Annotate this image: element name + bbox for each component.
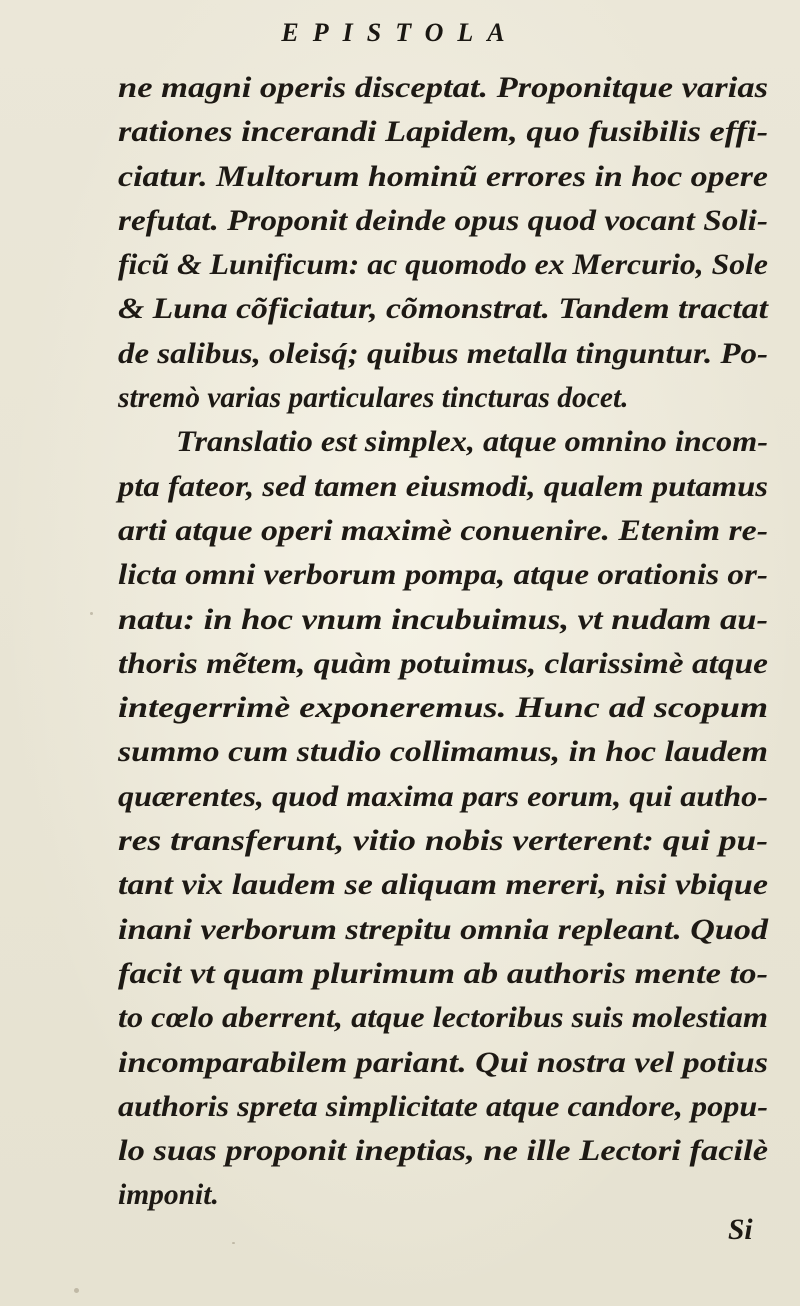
text-line: inani verborum strepitu omnia repleant. Quod bbox=[118, 913, 768, 946]
text-line: tant vix laudem se aliquam mereri, nisi vbique bbox=[118, 869, 768, 902]
text-line: rationes incerandi Lapidem, quo fusibilis effi- bbox=[118, 116, 769, 149]
text-line: licta omni verborum pompa, atque orationis or- bbox=[118, 559, 768, 592]
text-line: ciatur. Multorum hominũ errores in hoc opere bbox=[118, 160, 769, 193]
running-head: EPISTOLA bbox=[281, 18, 519, 47]
text-line: integerrimè exponeremus. Hunc ad scopum bbox=[118, 692, 769, 725]
text-line: summo cum studio collimamus, in hoc laudem bbox=[118, 736, 768, 769]
text-line: facit vt quam plurimum ab authoris mente to- bbox=[118, 957, 768, 990]
text-line: thoris mẽtem, quàm potuimus, clarissimè atque bbox=[118, 647, 769, 680]
text-line: lo suas proponit ineptias, ne ille Lectori facilè bbox=[118, 1135, 769, 1168]
text-line: to cœlo aberrent, atque lectoribus suis molestiam bbox=[118, 1002, 768, 1035]
text-line: stremò varias particulares tincturas docet. bbox=[118, 382, 629, 415]
text-line: & Luna cõficiatur, cõmonstrat. Tandem tractat bbox=[118, 293, 769, 326]
text-line: authoris spreta simplicitate atque candore, popu- bbox=[118, 1090, 769, 1123]
text-line: Translatio est simplex, atque omnino incom- bbox=[176, 426, 769, 459]
text-line: imponit. bbox=[118, 1179, 219, 1212]
text-line: ficũ & Lunificum: ac quomodo ex Mercurio, Sole bbox=[118, 249, 768, 282]
text-line: incomparabilem pariant. Qui nostra vel potius bbox=[118, 1046, 768, 1079]
text-line: quærentes, quod maxima pars eorum, qui autho- bbox=[118, 780, 769, 813]
text-line: res transferunt, vitio nobis verterent: qui pu- bbox=[118, 825, 768, 858]
text-line: arti atque operi maximè conuenire. Etenim re- bbox=[118, 514, 768, 547]
catchword: Si bbox=[728, 1214, 753, 1246]
text-block bbox=[118, 66, 768, 1218]
paper-blemish bbox=[232, 1242, 235, 1244]
text-line: de salibus, oleisq́; quibus metalla tinguntur. Po- bbox=[118, 337, 769, 370]
text-line: natu: in hoc vnum incubuimus, vt nudam au- bbox=[118, 603, 769, 636]
text-line: refutat. Proponit deinde opus quod vocant Soli- bbox=[118, 204, 768, 237]
text-line: pta fateor, sed tamen eiusmodi, qualem putamus bbox=[118, 470, 768, 503]
paper-blemish bbox=[90, 612, 93, 615]
paper-blemish bbox=[74, 1288, 79, 1293]
text-line: ne magni operis disceptat. Proponitque varias bbox=[118, 72, 769, 104]
